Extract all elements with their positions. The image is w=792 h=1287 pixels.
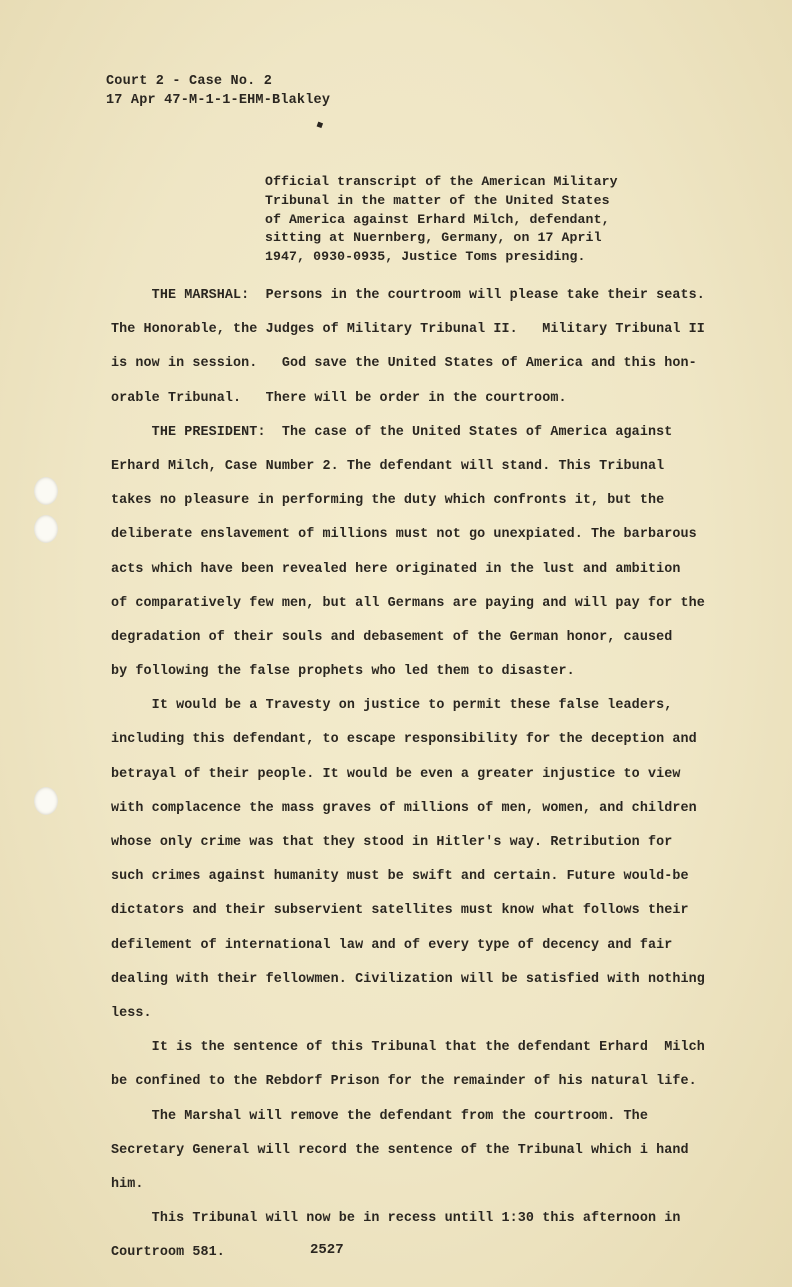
body-line: dealing with their fellowmen. Civilization will be satisfied with nothing <box>111 971 705 987</box>
caption-line: 1947, 0930-0935, Justice Toms presiding. <box>265 249 586 265</box>
punch-hole-top <box>34 477 58 505</box>
body-line: THE PRESIDENT: The case of the United States of America against <box>111 424 673 440</box>
body-line: Courtroom 581. <box>111 1245 225 1261</box>
body-line: The Marshal will remove the defendant from the courtroom. The <box>111 1108 648 1124</box>
body-line: be confined to the Rebdorf Prison for the remainder of his natural life. <box>111 1074 697 1090</box>
body-line: by following the false prophets who led them to disaster. <box>111 664 575 680</box>
body-line: The Honorable, the Judges of Military Tribunal II. Military Tribunal II <box>111 322 705 338</box>
body-line: of comparatively few men, but all Germans are paying and will pay for the <box>111 595 705 611</box>
body-line: with complacence the mass graves of millions of men, women, and children <box>111 800 697 816</box>
body-line: including this defendant, to escape responsibility for the deception and <box>111 732 697 748</box>
body-line: him. <box>111 1176 144 1192</box>
body-line: It would be a Travesty on justice to permit these false leaders, <box>111 698 673 714</box>
body-line: This Tribunal will now be in recess untill 1:30 this afternoon in <box>111 1211 681 1227</box>
body-line: Erhard Milch, Case Number 2. The defendant will stand. This Tribunal <box>111 458 665 474</box>
body-line: deliberate enslavement of millions must not go unexpiated. The barbarous <box>111 527 697 543</box>
caption-line: of America against Erhard Milch, defendant, <box>265 211 610 227</box>
body-line: THE MARSHAL: Persons in the courtroom will please take their seats. <box>111 288 705 303</box>
body-line: Secretary General will record the sentence of the Tribunal which i hand <box>111 1142 689 1158</box>
body-line: defilement of international law and of every type of decency and fair <box>111 937 673 953</box>
body-line: orable Tribunal. There will be order in the courtroom. <box>111 390 567 406</box>
body-line: is now in session. God save the United States of America and this hon- <box>111 356 697 372</box>
document-header <box>106 72 330 110</box>
body-line: acts which have been revealed here originated in the lust and ambition <box>111 561 681 577</box>
punch-hole-middle <box>34 515 58 543</box>
caption-line: sitting at Nuernberg, Germany, on 17 April <box>265 230 602 246</box>
transcript-body <box>111 286 726 1277</box>
body-line: degradation of their souls and debasement of the German honor, caused <box>111 629 673 645</box>
page-number: 2527 <box>310 1242 344 1258</box>
punch-hole-bottom <box>34 787 58 815</box>
body-line: less. <box>111 1005 152 1021</box>
body-line: dictators and their subservient satellites must know what follows their <box>111 903 689 919</box>
body-line: betrayal of their people. It would be even a greater injustice to view <box>111 766 681 782</box>
transcript-caption <box>265 173 618 267</box>
header-case-line: Court 2 - Case No. 2 <box>106 74 273 89</box>
body-line: such crimes against humanity must be swift and certain. Future would-be <box>111 869 689 885</box>
caption-line: Official transcript of the American Military <box>265 174 618 189</box>
body-line: whose only crime was that they stood in Hitler's way. Retribution for <box>111 835 673 850</box>
header-date-line: 17 Apr 47-M-1-1-EHM-Blakley <box>106 93 331 108</box>
caption-line: Tribunal in the matter of the United States <box>265 192 610 208</box>
body-line: It is the sentence of this Tribunal that the defendant Erhard Milch <box>111 1040 705 1056</box>
ink-mark-icon: ◆ <box>313 117 327 133</box>
body-line: takes no pleasure in performing the duty which confronts it, but the <box>111 493 665 509</box>
